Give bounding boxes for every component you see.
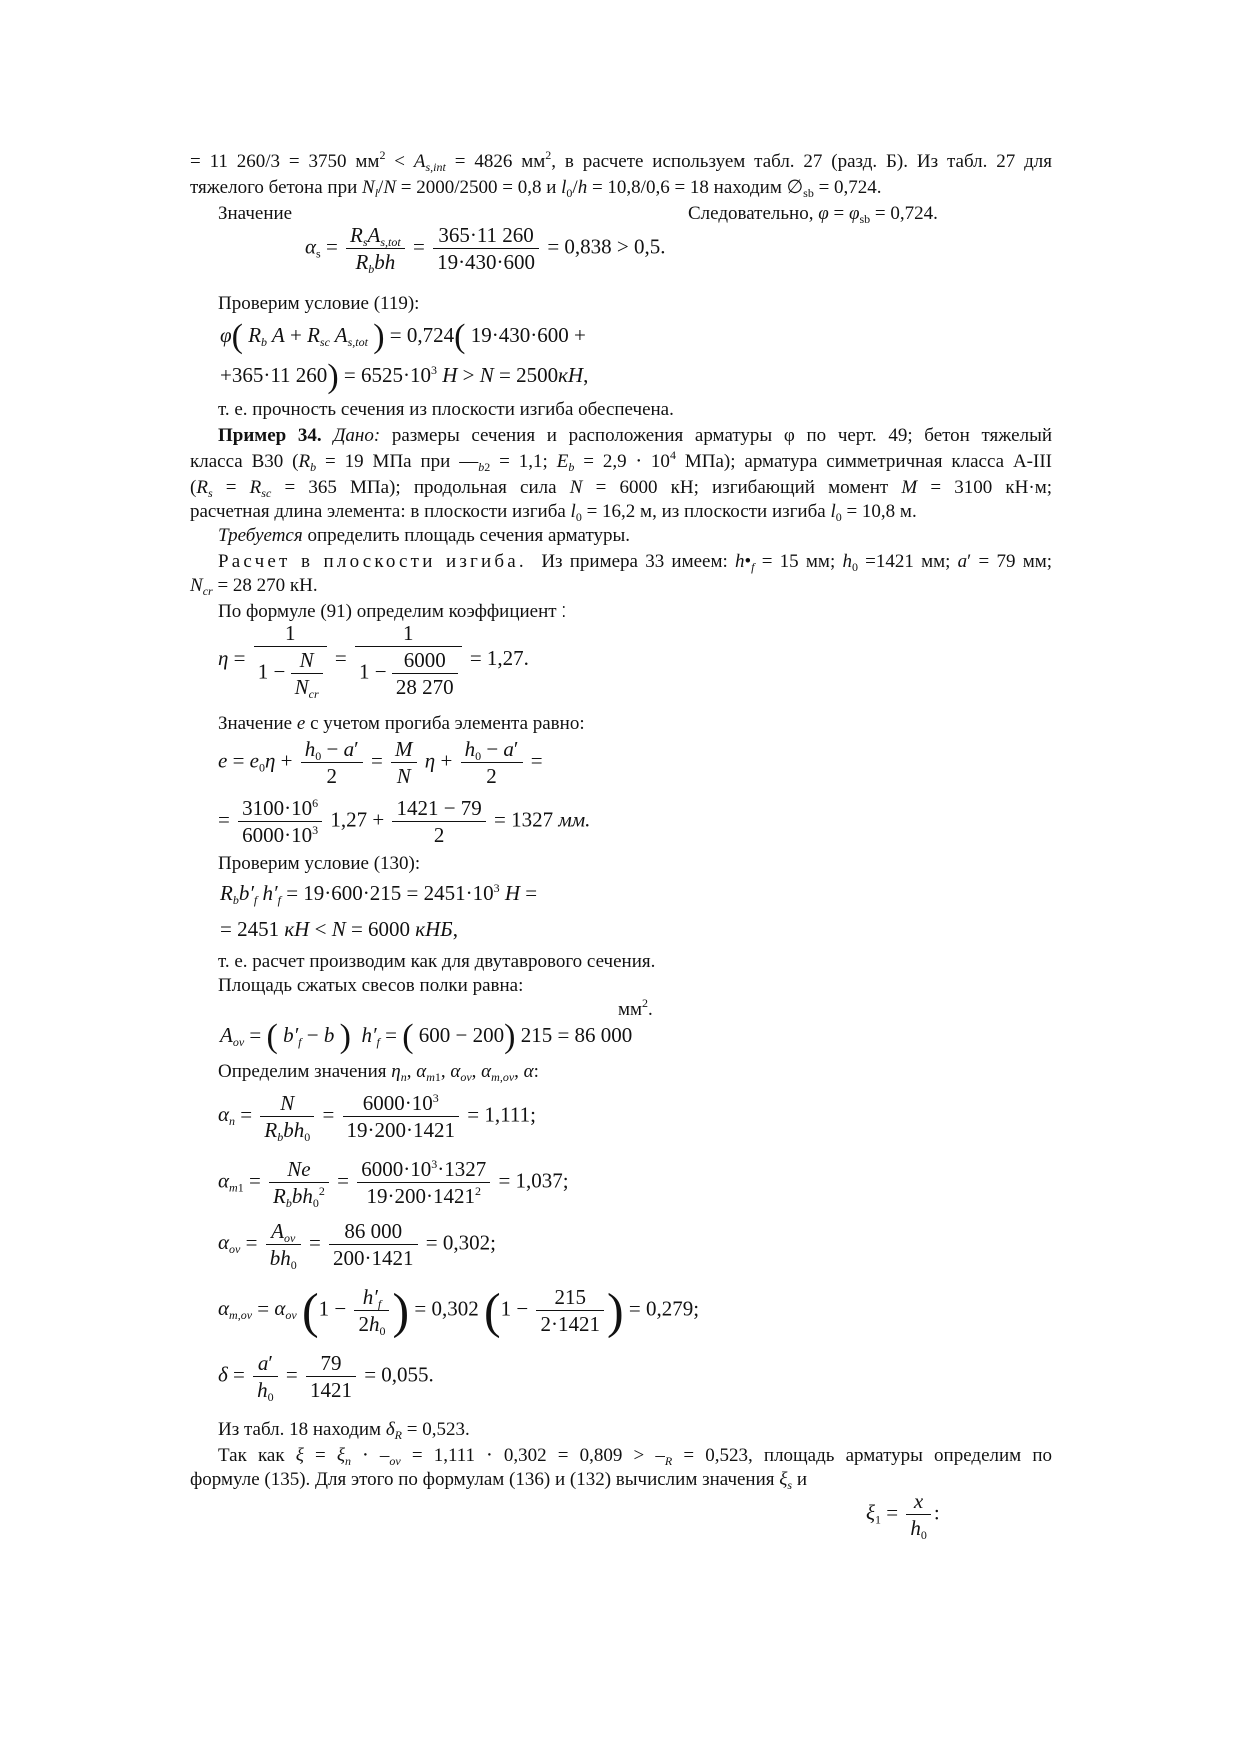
formula-e-line2: = $\frac{3100\cdot 10^6}{6000\cdot 10^3}$ 1,27 + $\frac{1421 - 79}{2}$ = 1327 мм. xyxy=(218,796,591,847)
text-line: Расчет в плоскости изгиба. Из примера 33 имеем: $h•_f = 15$ мм; $h_0 =1421$ мм; a′ = 79 мм; xyxy=(218,551,1053,574)
text-line: Площадь сжатых свесов полки равна: xyxy=(218,975,524,996)
text-line: т. е. расчет производим как для двутаврового сечения. xyxy=(218,951,656,972)
text-line: формуле (135). Для этого по формулам (136) и (132) вычислим значения $\xi_s$ и xyxy=(190,1469,807,1492)
formula-delta: δ = $\frac{a'}{h_0}$ = $\frac{79}{1421}$ = 0,055. xyxy=(218,1351,434,1404)
formula-e-line1: $e = e_0\eta$ + $\frac{h_0 - a'}{2}$ = $\frac{M}{N}$ η + $\frac{h_0 - a'}{2}$ = xyxy=(218,737,543,788)
example-heading-line: Пример 34. Дано: размеры сечения и расположения арматуры φ по черт. 49; бетон тяжелый xyxy=(218,425,1053,446)
text-line: Проверим условие (119): xyxy=(218,293,420,314)
text-line: тяжелого бетона при $N_l/N = 2000/2500 = 0,8$ и $l_0/h = 10,8/0,6 = 18$ находим $\emptyset_{sb} = 0,724$. xyxy=(190,177,882,200)
text-line: Требуется определить площадь сечения арматуры. xyxy=(218,525,631,546)
text-line: = 11 260/3 = 3750 $мм^2 < A_{s,int} = 4826$ $мм^2$, в расчете используем табл. 27 (разд. Б). Из табл. 27 для xyxy=(190,148,1053,174)
formula-alpha-ov: $\alpha_{ov}$ = $\frac{A_{ov}}{bh_0}$ = $\frac{86 000}{200\cdot 1421}$ = 0,302; xyxy=(218,1219,496,1272)
text-line: Значение e с учетом прогиба элемента равно: xyxy=(218,713,585,734)
formula-xi1: $\xi_1$ = $\frac{x}{h_0}$ : xyxy=(866,1489,940,1542)
text-line: По формуле (91) определим коэффициент ⁚ xyxy=(218,601,567,622)
text-line: Определим значения $\eta_n$, $\alpha_{m1}$, $\alpha_{ov}$, $\alpha_{m,ov}$, α: xyxy=(218,1061,539,1084)
formula-check-119-b: +365·11 $260) = 6525\cdot 10^3$ H > N = 2500кH, xyxy=(220,358,589,396)
text-line: т. е. прочность сечения из плоскости изгиба обеспечена. xyxy=(218,399,674,420)
formula-aov-area: $A_{ov}$ = ( $b'_f - b$ ) $h'_f$ = ( 600 − 200) 215 = 86 000 xyxy=(220,1018,633,1056)
text-line: $N_{cr} = 28$ 270 кН. xyxy=(190,575,318,598)
text-line: ($R_s = R_{sc} = 365$ МПа); продольная сила N = 6000 кН; изгибающий момент M = 3100 кН·м; xyxy=(190,477,1052,500)
unit-label: $мм^2$. xyxy=(618,996,653,1020)
text-line: Из табл. 18 находим $\delta_R = 0,523$. xyxy=(218,1419,470,1442)
text-line: Проверим условие (130): xyxy=(218,853,421,874)
text-line: Значение xyxy=(218,203,293,224)
formula-alpha-m1: $\alpha_{m1}$ = $\frac{Ne}{R_bbh_0^2}$ = $\frac{6000\cdot 10^3\cdot 1327}{19\cdot 200\cdot 1421^2}$ = 1,037; xyxy=(218,1157,569,1210)
formula-eta: η = 1 1 − $\frac{N}{N_{cr}}$ = 1 1 − $\frac{6000}{28 270}$ = 1,27. xyxy=(218,621,529,701)
formula-check-119-a: φ( $R_b$ $A + R_{sc}$ $A_{s,tot}$ ) = 0,724( 19·430·600 + xyxy=(220,318,586,356)
formula-check-130-b: = 2451 кH < N = 6000 кHБ, xyxy=(220,917,458,941)
formula-alpha-mov: $\alpha_{m,ov} = \alpha_{ov}$ (1 − $\frac{h'_f}{2h_0}$ ) = 0,302 (1 − $\frac{215}{2\cdot 1421}$ ) = 0,279; xyxy=(218,1282,700,1339)
formula-alpha-s: $\alpha_s$ = $\frac{R_sA_{s,tot}}{R_bbh}$ = $\frac{365\cdot 11 260}{19\cdot 430\cdot 600}$ = 0,838 > 0,5. xyxy=(305,223,666,276)
text-line: класса В30 ($R_b = 19$ МПа при $—_{b2} = 1,1$; $E_b = 2,9 \cdot 10^4$ МПа); арматура симметричная класса А-III xyxy=(190,448,1052,474)
formula-alpha-n: $\alpha_n$ = $\frac{N}{R_bbh_0}$ = $\frac{6000\cdot 10^3}{19\cdot 200\cdot 1421}$ = 1,111; xyxy=(218,1091,536,1144)
formula-check-130-a: $R_bb'_f$ $h'_f = 19\cdot 600\cdot 215 = 2451\cdot 10^3$ H = xyxy=(220,881,538,907)
text-line: Так как $\xi = \xi_n \cdot -_{ov} = 1,111 \cdot 0,302 = 0,809 > -_R = 0,523$, площадь арматуры определим по xyxy=(218,1445,1052,1468)
text-line: Следовательно, $\varphi = \varphi_{sb} = 0,724$. xyxy=(688,203,938,226)
text-line: расчетная длина элемента: в плоскости изгиба $l_0 = 16,2$ м, из плоскости изгиба $l_0 = 10,8$ м. xyxy=(190,501,917,524)
